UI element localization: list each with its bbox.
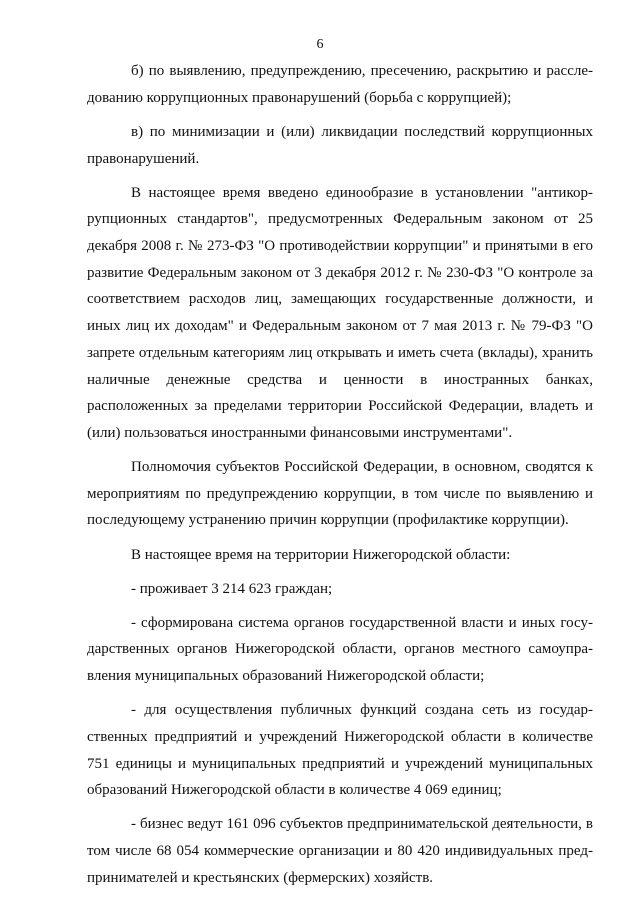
paragraph-region-intro: В настоящее время на территории Нижегородской области: <box>131 546 511 563</box>
paragraph-regional-powers: Полномочия субъектов Российской Федерации, в основном, сводятся к мероприятиям по предупреждению коррупции, в том числе по выявлению и последующему устранению причин коррупции (профилактике коррупции). <box>87 459 593 529</box>
list-item-government-bodies: - сформирована система органов государственной власти и иных государственных органов Нижегородской области, органов местного самоуправления муниципальных образований Нижегородской области; <box>87 614 593 685</box>
paragraph-detection-and-investigation: б) по выявлению, предупреждению, пресечению, раскрытию и расследованию коррупционных правонарушений (борьба с коррупцией); <box>87 63 593 106</box>
document-body <box>87 58 593 899</box>
paragraph-anticorruption-standards: В настоящее время введено единообразие в установлении "антикоррупционных стандартов", предусмотренных Федеральным законом от 25 декабря 2008 г. № 273-ФЗ "О противодействии коррупции" и принятыми в его развитие Федеральным законом от 3 декабря 2012 г. № 230-ФЗ "О контроле за соответствием расходов лиц, замещающих государственные должности, и иных лиц их доходам" и Федеральным законом от 7 мая 2013 г. № 79-ФЗ "О запрете отдельным категориям лиц открывать и иметь счета (вклады), хранить наличные денежные средства и ценности в иностранных банках, расположенных за пределами территории Российской Федерации, владеть и (или) пользоваться иностранными финансовыми инструментами". <box>87 184 593 441</box>
page-number: 6 <box>316 37 324 52</box>
list-item-public-institutions: - для осуществления публичных функций создана сеть из государственных предприятий и учреждений Нижегородской области в количестве 751 единицы и муниципальных предприятий и учреждений муниципальных образований Нижегородской области в количестве 4 069 единиц; <box>87 702 593 799</box>
paragraph-minimization-of-consequences: в) по минимизации и (или) ликвидации последствий коррупционных правонарушений. <box>87 123 593 167</box>
list-item-business-entities: - бизнес ведут 161 096 субъектов предпринимательской деятельности, в том числе 68 054 коммерческие организации и 80 420 индивидуальных предпринимателей и крестьянских (фермерских) хозяйств. <box>87 816 593 886</box>
list-item-population: - проживает 3 214 623 граждан; <box>131 580 333 597</box>
